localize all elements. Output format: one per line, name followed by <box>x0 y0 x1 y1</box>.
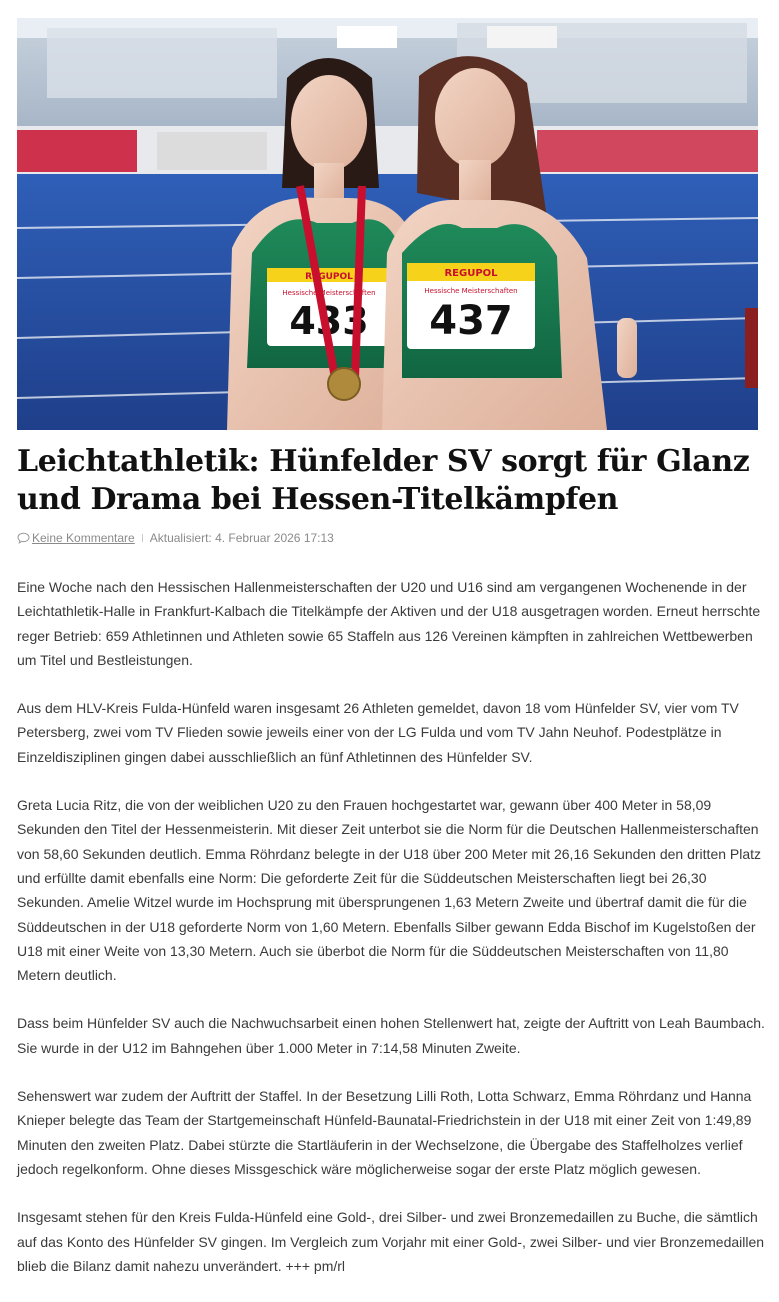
comment-bubble-icon <box>17 532 30 544</box>
meta-separator <box>142 534 143 542</box>
right-bib-number: 437 <box>429 298 513 344</box>
article-paragraph: Dass beim Hünfelder SV auch die Nachwuchsarbeit einen hohen Stellenwert hat, zeigte der Auftritt von Leah Baumbach. Sie wurde in der U12 im Bahngehen über 1.000 Meter in 7:14,58 Minuten Zweite. <box>17 1015 765 1056</box>
left-bib-number: 433 <box>289 299 369 343</box>
article-hero-image <box>17 18 758 430</box>
article-paragraph: Insgesamt stehen für den Kreis Fulda-Hünfeld eine Gold-, drei Silber- und zwei Bronzemedaillen zu Buche, die sämtlich auf das Konto des Hünfelder SV gingen. Im Vergleich zum Vorjahr mit einer Gold-, zwei Silber- und vier Bronzemedaillen blieb die Bilanz damit nahezu unverändert. +++ pm/rl <box>17 1209 765 1274</box>
article-body <box>17 575 765 1302</box>
athletes-photo <box>17 18 758 430</box>
left-bib-caption: Hessische Meisterschaften <box>282 289 376 297</box>
updated-date: Aktualisiert: 4. Februar 2026 17:13 <box>149 531 334 545</box>
right-bib-caption: Hessische Meisterschaften <box>424 287 518 295</box>
medal-icon <box>328 368 360 400</box>
right-bib-sponsor: REGUPOL <box>444 268 498 279</box>
article-paragraph: Greta Lucia Ritz, die von der weiblichen U20 zu den Frauen hochgestartet war, gewann über 400 Meter in 58,09 Sekunden den Titel der Hessenmeisterin. Mit dieser Zeit unterbot sie die Norm für die Deutschen Hallenmeisterschaften von 58,60 Sekunden deutlich. Emma Röhrdanz belegte in der U18 über 200 Meter mit 26,16 Sekunden den dritten Platz und erfüllte damit ebenfalls eine Norm: Die geforderte Zeit für die Süddeutschen Meisterschaften liegt bei 26,30 Sekunden. Amelie Witzel wurde im Hochsprung mit übersprungenen 1,63 Metern Zweite und übertraf damit die für die Süddeutschen in der U18 geforderte Norm von 1,60 Metern. Ebenfalls Silber gewann Edda Bischof im Kugelstoßen der U18 mit einer Weite von 13,30 Metern. Auch sie überbot die Norm für die Süddeutschen Meisterschaften von 11,80 Metern deutlich. <box>17 797 762 984</box>
article-paragraph: Eine Woche nach den Hessischen Hallenmeisterschaften der U20 und U16 sind am vergangenen Wochenende in der Leichtathletik-Halle in Frankfurt-Kalbach die Titelkämpfe der Aktiven und der U18 ausgetragen worden. Erneut herrschte reger Betrieb: 659 Athletinnen und Athleten sowie 65 Staffeln aus 126 Vereinen kämpften in zahlreichen Wettbewerben um Titel und Bestleistungen. <box>17 579 761 668</box>
article-paragraph: Sehenswert war zudem der Auftritt der Staffel. In der Besetzung Lilli Roth, Lotta Schwarz, Emma Röhrdanz und Hanna Knieper belegte das Team der Startgemeinschaft Hünfeld-Baunatal-Friedrichstein in der U18 mit einer Zeit von 1:49,89 Minuten den zweiten Platz. Dabei stürzte die Startläuferin in der Wechselzone, die Übergabe des Staffelholzes verlief jedoch regelkonform. Ohne dieses Missgeschick wäre möglicherweise sogar der erste Platz möglich gewesen. <box>17 1088 752 1177</box>
article-paragraph: Aus dem HLV-Kreis Fulda-Hünfeld waren insgesamt 26 Athleten gemeldet, davon 18 vom Hünfelder SV, vier vom TV Petersberg, zwei vom TV Flieden sowie jeweils einer von der LG Fulda und vom TV Jahn Neuhof. Podestplätze in Einzeldisziplinen gingen dabei ausschließlich an fünf Athletinnen des Hünfelder SV. <box>17 700 739 765</box>
left-bib-sponsor: REGUPOL <box>305 272 353 282</box>
comments-link[interactable]: Keine Kommentare <box>32 531 135 545</box>
article-meta <box>17 530 334 546</box>
article-title: Leichtathletik: Hünfelder SV sorgt für Glanz und Drama bei Hessen-Titelkämpfen <box>17 444 750 517</box>
